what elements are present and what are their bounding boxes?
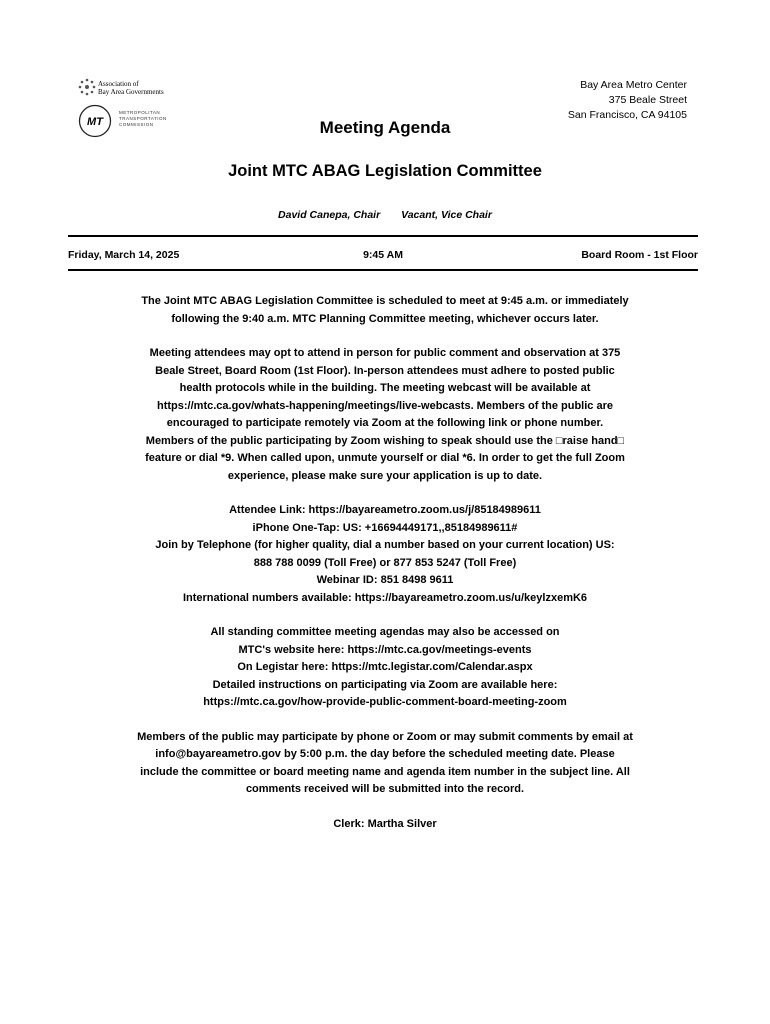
mtc-name-line2: TRANSPORTATION bbox=[119, 116, 167, 121]
abag-name-line2: Bay Area Governments bbox=[98, 88, 164, 96]
vice-chair-name: Vacant, Vice Chair bbox=[401, 209, 492, 221]
mtc-name-line1: METROPOLITAN bbox=[119, 110, 161, 115]
page-title: Meeting Agenda bbox=[319, 118, 451, 137]
meeting-time: 9:45 AM bbox=[363, 249, 403, 261]
meeting-location: Board Room - 1st Floor bbox=[581, 249, 698, 261]
address-line1: Bay Area Metro Center bbox=[580, 79, 687, 91]
top-divider bbox=[68, 235, 698, 237]
paragraph-zoom-details: Attendee Link: https://bayareametro.zoom.us/j/85184989611 iPhone One-Tap: US: +16694449171,,85184989611# Join by Telephone (for higher quality, dial a number based on your current location) US: 888 788 0099 (Toll Free) or 877 853 5247 (Toll Free) Webinar ID: 851 8498 9611 International numbers available: https://bayareametro.zoom.us/u/keylzxemK6 bbox=[155, 504, 615, 604]
paragraph-agenda-access: All standing committee meeting agendas may also be accessed on MTC's website here: https://mtc.ca.gov/meetings-events On Legistar here: https://mtc.legistar.com/Calendar.aspx Detailed instructions on participating via Zoom are available here: https://mtc.ca.gov/how-provide-public-comment-board-meeting-zoom bbox=[203, 626, 567, 708]
paragraph-attendance: Meeting attendees may opt to attend in person for public comment and observation at 375 Beale Street, Board Room (1st Floor). In-person attendees must adhere to posted public health protocols while in the building. The meeting webcast will be available at https://mtc.ca.gov/whats-happening/meetings/live-webcasts. Members of the public are encouraged to participate remotely via Zoom at the following link or phone number. Members of the public participating by Zoom wishing to speak should use the □raise hand□ feature or dial *9. When called upon, unmute yourself or dial *6. In order to get the full Zoom experience, please make sure your application is up to date. bbox=[145, 347, 625, 482]
officers-line bbox=[0, 209, 770, 221]
meeting-info-bar bbox=[68, 249, 698, 263]
bottom-divider bbox=[68, 269, 698, 271]
mtc-name-line3: COMMISSION bbox=[119, 122, 154, 127]
mtc-logo-mark: MT bbox=[87, 116, 103, 128]
abag-name-line1: Association of bbox=[98, 80, 139, 88]
committee-name: Joint MTC ABAG Legislation Committee bbox=[228, 162, 542, 180]
paragraph-clerk: Clerk: Martha Silver bbox=[333, 817, 437, 830]
chair-name: David Canepa, Chair bbox=[278, 209, 381, 221]
paragraph-schedule: The Joint MTC ABAG Legislation Committee is scheduled to meet at 9:45 a.m. or immediately following the 9:40 a.m. MTC Planning Committee meeting, whichever occurs later. bbox=[141, 295, 629, 325]
meeting-date: Friday, March 14, 2025 bbox=[68, 249, 180, 261]
address-line3: San Francisco, CA 94105 bbox=[567, 109, 687, 121]
abag-logo-icon bbox=[78, 78, 96, 96]
agenda-body bbox=[100, 293, 670, 850]
address-line2: 375 Beale Street bbox=[608, 94, 687, 106]
paragraph-public-comments: Members of the public may participate by phone or Zoom or may submit comments by email at info@bayareametro.gov by 5:00 p.m. the day before the scheduled meeting date. Please include the committee or board meeting name and agenda item number in the subject line. All comments received will be submitted into the record. bbox=[137, 730, 633, 795]
address-block bbox=[568, 78, 687, 123]
